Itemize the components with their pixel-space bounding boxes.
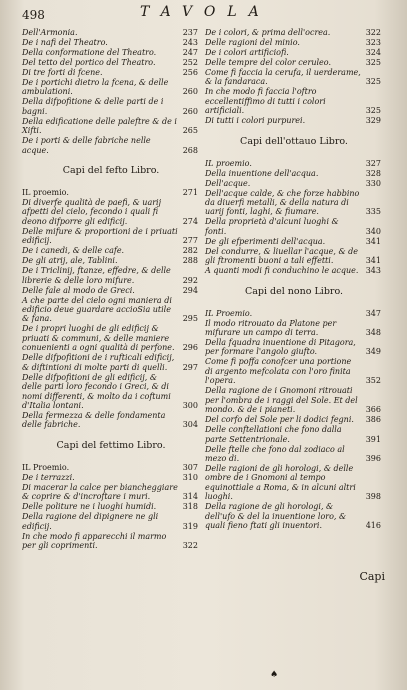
toc-entry-page: 324 [365,48,381,57]
entries-eighth-book [205,159,383,276]
toc-entry-page: 349 [365,347,381,357]
toc-entry [22,38,200,47]
toc-entry [205,247,383,266]
page-number: 498 [22,8,45,22]
toc-entry [22,117,200,136]
toc-entry [22,58,200,67]
toc-entry-title: Come fi faccia la cerufa, il uerderame, & la fandaraca. [205,68,361,87]
toc-entry-title: Delle tempre del color ceruleo. [205,58,331,67]
toc-entry-title: Della ragione del dipignere ne gli edificij. [22,512,159,531]
toc-entry-title: IL proemio. [22,188,69,198]
toc-entry-page: 335 [365,207,381,217]
toc-entry [22,266,200,285]
toc-entry-page: 391 [365,434,381,444]
entries-seventh-book [22,463,200,551]
toc-entry-page: 271 [182,188,198,198]
toc-entry-page: 265 [182,126,198,136]
toc-entry-page: 329 [365,116,381,126]
toc-entry-title: IL proemio. [205,158,252,168]
toc-entry-title: Dell'acque. [205,178,251,188]
toc-entry-page: 288 [182,256,198,266]
catchword: Capi [359,570,385,583]
toc-entry [205,217,383,236]
toc-entry-page: 396 [365,453,381,463]
toc-entry-title: Delle difpofitioni de i rufticali edificij, & diftintioni di molte parti di quelli. [22,353,175,372]
toc-entry-page: 256 [182,68,198,77]
right-column [205,28,383,531]
toc-entry-title: Della difpofitione & delle parti de i bagni. [22,97,164,116]
toc-entry-title: De i canedi, & delle cafe. [22,246,125,256]
toc-entry-title: Della inuentione dell'acqua. [205,168,319,178]
toc-entry-title: A che parte del cielo ogni maniera di edificio deue guardare accioSia utile & fana. [22,295,172,324]
toc-entry [205,237,383,246]
toc-entry [205,309,383,318]
toc-entry [205,116,383,125]
toc-entry-title: Come fi poffa conofcer una portione di argento mefcolata con l'oro finita l'opera. [205,357,352,386]
toc-entry [205,445,383,464]
toc-entry-page: 318 [182,502,198,512]
toc-entry-title: IL Proemio. [205,308,253,318]
toc-entry-page: 295 [182,314,198,324]
toc-entry-page: 319 [182,521,198,531]
toc-entry-page: 292 [182,275,198,285]
toc-entry-page: 282 [182,246,198,256]
toc-entry [22,286,200,295]
toc-entry [205,28,383,37]
toc-entry [205,319,383,338]
toc-entry-title: Della edificatione delle paleftre & de i Xifti. [22,116,177,136]
toc-entry-title: Di macerar la calce per biancheggiare & coprire & d'incroftare i muri. [22,482,178,502]
toc-entry-page: 274 [182,216,198,226]
toc-entry-page: 347 [365,308,381,318]
toc-entry-page: 352 [365,376,381,386]
toc-entry [205,425,383,444]
toc-entry [22,28,200,37]
toc-entry-title: Del corfo del Sole per li dodici fegni. [205,415,354,425]
toc-entry-page: 300 [182,400,198,410]
toc-entry-title: Delle ftelle che fono dal zodiaco al mezo di. [205,444,345,463]
toc-entry-title: In che modo fi faccia l'oftro eccellentiffimo di tutti i colori artificiali. [205,87,326,116]
entries-fifth-book [22,28,200,155]
toc-entry-page: 322 [365,28,381,37]
toc-entry [22,256,200,265]
toc-entry [22,48,200,57]
toc-entry-page: 325 [365,77,381,87]
toc-entry [205,169,383,178]
toc-entry-title: De i porti & delle fabriche nelle acque. [22,136,151,155]
toc-entry-title: Delle politure ne i luoghi humidi. [22,502,157,512]
toc-entry-title: De i terrazzi. [22,472,75,482]
toc-entry-page: 243 [182,38,198,47]
toc-entry-title: Delle conftellationi che fono dalla parte Settentrionale. [205,425,342,444]
running-title: TAVOLA [140,4,271,20]
toc-entry-title: De i portichi dietro la fcena, & delle ambulationi. [22,78,169,97]
toc-entry-page: 386 [365,415,381,425]
toc-entry [22,411,200,430]
toc-entry-page: 310 [182,472,198,482]
toc-entry-title: Il modo ritrouato da Platone per mifurare un campo di terra. [205,318,337,338]
toc-entry [22,502,200,511]
toc-entry-page: 260 [182,106,198,116]
toc-entry [205,87,383,115]
toc-entry-title: Della proprietà d'alcuni luoghi & fonti. [205,217,339,236]
toc-entry-page: 341 [365,236,381,246]
section-heading-seventh-book: Capi del fettimo Libro. [56,439,166,451]
toc-entry-page: 325 [365,58,381,67]
section-heading-eighth-book: Capi dell'ottauo Libro. [240,135,348,147]
toc-entry-title: De i colori artificiofi. [205,48,289,57]
toc-entry-page: 323 [365,38,381,47]
toc-entry [205,464,383,502]
toc-entry [22,246,200,255]
toc-entry [22,227,200,246]
toc-entry-title: Della conformatione del Theatro. [22,48,157,57]
toc-entry [205,357,383,385]
toc-entry [22,512,200,531]
toc-entry-page: 398 [365,492,381,502]
toc-entry [22,136,200,155]
entries-ninth-book [205,309,383,531]
toc-entry-page: 237 [182,28,198,37]
toc-entry-title: Del condurre, & liuellar l'acque, & de gli ftromenti buoni a tali effetti. [205,246,358,266]
toc-entry-title: Di tutti i colori purpurei. [205,116,306,126]
toc-entry [22,353,200,372]
toc-entry-title: Delle fale al modo de Greci. [22,285,135,295]
toc-entry-title: Delle mifure & proportioni de i priuati edificij. [22,226,178,246]
toc-entry-title: Di diverfe qualità de paefi, & uarij afpetti del cielo, fecondo i quali fi deono difporre gli edificij. [22,198,162,226]
toc-entry-title: Dell'Armonia. [22,28,78,37]
toc-entry-title: Della fermezza & delle fondamenta delle fabriche. [22,410,166,430]
toc-entry-page: 366 [365,405,381,415]
toc-entry-page: 260 [182,87,198,97]
toc-entry-title: Della ragione de gli horologi, & dell'ufo & del la inuentione loro, & quali fieno ftati gli inuentori. [205,502,347,530]
entries-seventh-book-continued [205,28,383,126]
toc-entry-title: Di tre forti di fcene. [22,68,103,77]
entries-sixth-book [22,188,200,430]
toc-entry [22,324,200,352]
toc-entry [205,48,383,57]
toc-entry [205,266,383,275]
toc-entry-title: De gli efperimenti dell'acqua. [205,236,326,246]
toc-entry [22,373,200,411]
fleuron-ornament: ♠ [270,670,279,680]
toc-entry-page: 294 [182,285,198,295]
toc-entry-page: 343 [365,266,381,276]
toc-entry-page: 268 [182,145,198,155]
toc-entry-title: Dell'acque calde, & che forze habbino da diuerfi metalli, & della natura di uarij fonti, laghi, & fiumare. [205,188,360,217]
toc-entry-title: Delle ragioni del minio. [205,38,300,47]
left-column [22,28,200,551]
toc-entry-page: 330 [365,178,381,188]
toc-entry-title: In che modo fi apparecchi il marmo per gli coprimenti. [22,531,167,550]
toc-entry-page: 304 [182,420,198,430]
toc-entry-title: Della ragione de i Gnomoni ritrouati per l'ombra de i raggi del Sole. Et del mondo. & de i pianeti. [205,386,358,415]
toc-entry-title: Del tetto del portico del Theatro. [22,58,156,67]
toc-entry [205,338,383,357]
toc-entry-title: De i nafi del Theatro. [22,38,108,47]
toc-entry [205,68,383,87]
toc-entry-page: 341 [365,256,381,266]
toc-entry-page: 328 [365,168,381,178]
toc-entry-page: 297 [182,362,198,372]
toc-entry-page: 247 [182,48,198,57]
toc-entry-title: De i Triclinij, ftanze, effedre, & delle librerie & delle loro mifure. [22,266,171,285]
toc-entry-title: Della fquadra inuentione di Pitagora, per formare l'angolo giufto. [205,338,356,357]
toc-entry-page: 327 [365,158,381,168]
toc-entry-title: De i propri luoghi de gli edificij & priuati & communi, & delle maniere conuenienti a ogni qualità di perfone. [22,324,175,353]
toc-entry-page: 325 [365,106,381,116]
toc-entry [205,386,383,414]
toc-entry [22,78,200,97]
toc-entry-page: 348 [365,328,381,338]
toc-entry [205,179,383,188]
toc-entry-page: 340 [365,226,381,236]
toc-entry [22,188,200,197]
toc-entry [205,415,383,424]
toc-entry [22,463,200,472]
toc-entry [22,473,200,482]
toc-entry-title: Delle ragioni de gli horologi, & delle ombre de i Gnomoni al tempo equinottiale a Roma, & in alcuni altri luoghi. [205,463,356,502]
section-heading-ninth-book: Capi del nono Libro. [244,285,344,297]
toc-entry [205,159,383,168]
toc-entry [22,198,200,226]
section-heading-sixth-book: Capi del fefto Libro. [62,165,160,177]
toc-entry-title: A quanti modi fi conduchino le acque. [205,266,359,276]
toc-entry-page: 322 [182,540,198,550]
toc-entry-page: 277 [182,236,198,246]
toc-entry-page: 314 [182,492,198,502]
toc-entry [22,532,200,551]
toc-entry-page: 252 [182,58,198,67]
toc-entry-title: De gli atrij, ale, Tablini. [22,256,118,266]
toc-entry [205,189,383,217]
toc-entry [22,483,200,502]
toc-entry [22,296,200,324]
toc-entry-page: 296 [182,343,198,353]
toc-entry-title: Delle difpofitioni de gli edificij, & delle parti loro fecondo i Greci, & di nomi differenti, & molto da i coftumi d'Italia lontani. [22,372,171,410]
toc-entry [205,502,383,530]
toc-entry [205,58,383,67]
toc-entry-page: 307 [182,462,198,472]
toc-entry-title: De i colori, & prima dell'ocrea. [205,28,331,37]
toc-entry [22,68,200,77]
toc-entry-page: 416 [365,520,381,530]
toc-entry-title: IL Proemio. [22,462,70,472]
toc-entry [22,97,200,116]
toc-entry [205,38,383,47]
